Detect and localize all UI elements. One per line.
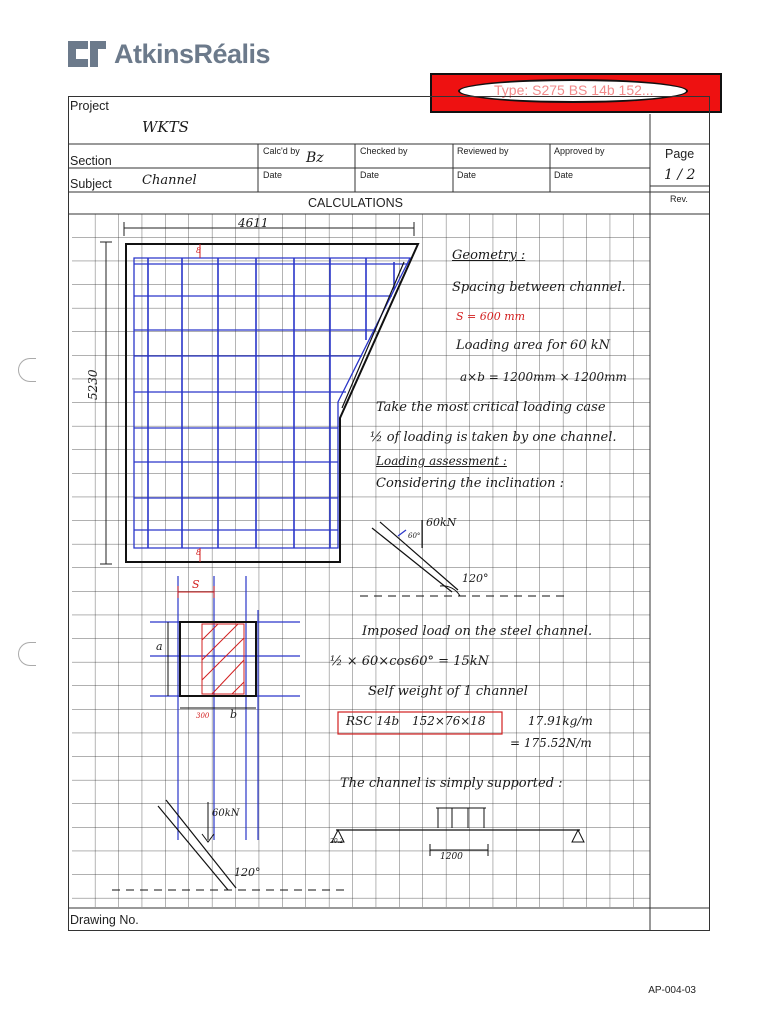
note-formula: ½ × 60×cos60° = 15kN <box>330 654 489 669</box>
note-spacing: Spacing between channel. <box>452 280 626 295</box>
note-loading-area: Loading area for 60 kN <box>456 338 610 353</box>
note-simply: The channel is simply supported : <box>340 776 563 791</box>
angle-label-2: 120° <box>234 866 261 879</box>
approved-by-label: Approved by <box>554 146 605 156</box>
note-geometry: Geometry : <box>452 248 526 263</box>
dim-width: 4611 <box>238 216 269 230</box>
note-half-loading: ½ of loading is taken by one channel. <box>370 430 617 445</box>
dim-spacing: S <box>192 578 200 591</box>
load-label-2: 60kN <box>212 808 240 819</box>
note-inclination: Considering the inclination : <box>376 476 564 491</box>
calcd-by-value: Bz <box>306 150 324 166</box>
note-loading-assessment: Loading assessment : <box>376 454 507 468</box>
page-value: 1 / 2 <box>664 167 696 183</box>
form-code: AP-004-03 <box>648 985 696 996</box>
subject-value: Channel <box>142 173 197 188</box>
dim-height: 5230 <box>86 369 100 400</box>
span-label: 1200 <box>440 852 463 862</box>
angle-label-1: 120° <box>462 572 489 585</box>
logo-text: AtkinsRéalis <box>114 38 271 69</box>
date-label-3: Date <box>457 170 477 180</box>
calculations-label: CALCULATIONS <box>308 196 403 210</box>
reviewed-by-label: Reviewed by <box>457 146 509 156</box>
dim-300: 300 <box>196 712 210 720</box>
date-label-1: Date <box>263 170 283 180</box>
section-label: Section <box>70 154 112 168</box>
dim-b: b <box>230 708 238 721</box>
project-value: WKTS <box>142 118 189 136</box>
note-self-weight: Self weight of 1 channel <box>368 684 528 699</box>
note-rsc: RSC 14b <box>346 714 400 728</box>
note-kg-m: 17.91kg/m <box>528 714 593 728</box>
note-imposed: Imposed load on the steel channel. <box>362 624 593 639</box>
drawing-no-label: Drawing No. <box>70 913 139 927</box>
date-label-4: Date <box>554 170 574 180</box>
angle-60-label: 60° <box>408 532 421 540</box>
date-label-2: Date <box>360 170 380 180</box>
banner-text: Type: S275 BS 14b 152... <box>494 82 654 98</box>
load-label-1: 60kN <box>426 516 457 529</box>
calcd-by-label: Calc'd by <box>263 146 300 156</box>
rev-label: Rev. <box>670 194 688 204</box>
project-label: Project <box>70 99 109 113</box>
dim-small-bottom: 8 <box>196 548 202 557</box>
graph-grid <box>72 214 650 907</box>
checked-by-label: Checked by <box>360 146 408 156</box>
note-s-value: S = 600 mm <box>456 310 526 323</box>
note-critical: Take the most critical loading case <box>376 400 606 415</box>
note-section: 152×76×18 <box>412 714 486 728</box>
dim-a: a <box>156 640 163 653</box>
page-label: Page <box>665 147 695 161</box>
note-n-m: = 175.52N/m <box>510 736 592 750</box>
note-axb: a×b = 1200mm × 1200mm <box>460 370 627 384</box>
support-mark: 20.2 <box>330 838 344 845</box>
dim-small-top: 8 <box>196 246 202 255</box>
subject-label: Subject <box>70 177 112 191</box>
